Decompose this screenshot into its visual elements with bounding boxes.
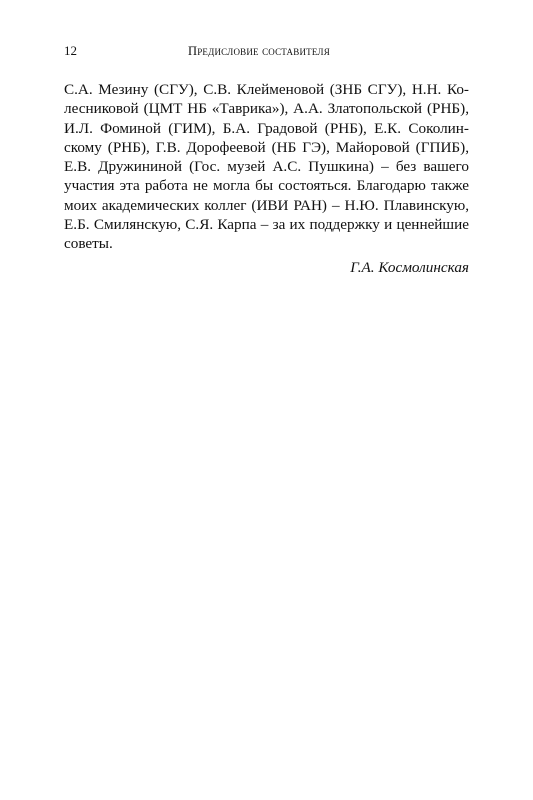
- running-header: [64, 43, 469, 63]
- text-line: лесниковой (ЦМТ НБ «Таврика»), А.А. Златопольской (РНБ),: [64, 100, 469, 118]
- text-line: И.Л. Фоминой (ГИМ), Б.А. Градовой (РНБ), Е.К. Соколин-: [64, 119, 469, 137]
- author-signature: Г.А. Космолинская: [350, 259, 469, 276]
- text-line: моих академических коллег (ИВИ РАН) – Н.Ю. Плавинскую,: [64, 196, 469, 214]
- text-line: Е.В. Дружининой (Гос. музей А.С. Пушкина) – без вашего: [64, 158, 469, 176]
- text-line: С.А. Мезину (СГУ), С.В. Клейменовой (ЗНБ СГУ), Н.Н. Ко-: [64, 81, 469, 98]
- text-line: Е.Б. Смилянскую, С.Я. Карпа – за их поддержку и ценнейшие: [64, 216, 469, 234]
- running-header-title: Предисловие составителя: [188, 44, 330, 58]
- text-line: участия эта работа не могла бы состояться. Благодарю также: [64, 177, 469, 195]
- text-line: советы.: [64, 235, 113, 253]
- page-number: 12: [64, 43, 77, 58]
- body-paragraph: [64, 80, 469, 254]
- text-line: скому (РНБ), Г.В. Дорофеевой (НБ ГЭ), Майоровой (ГПИБ),: [64, 138, 469, 156]
